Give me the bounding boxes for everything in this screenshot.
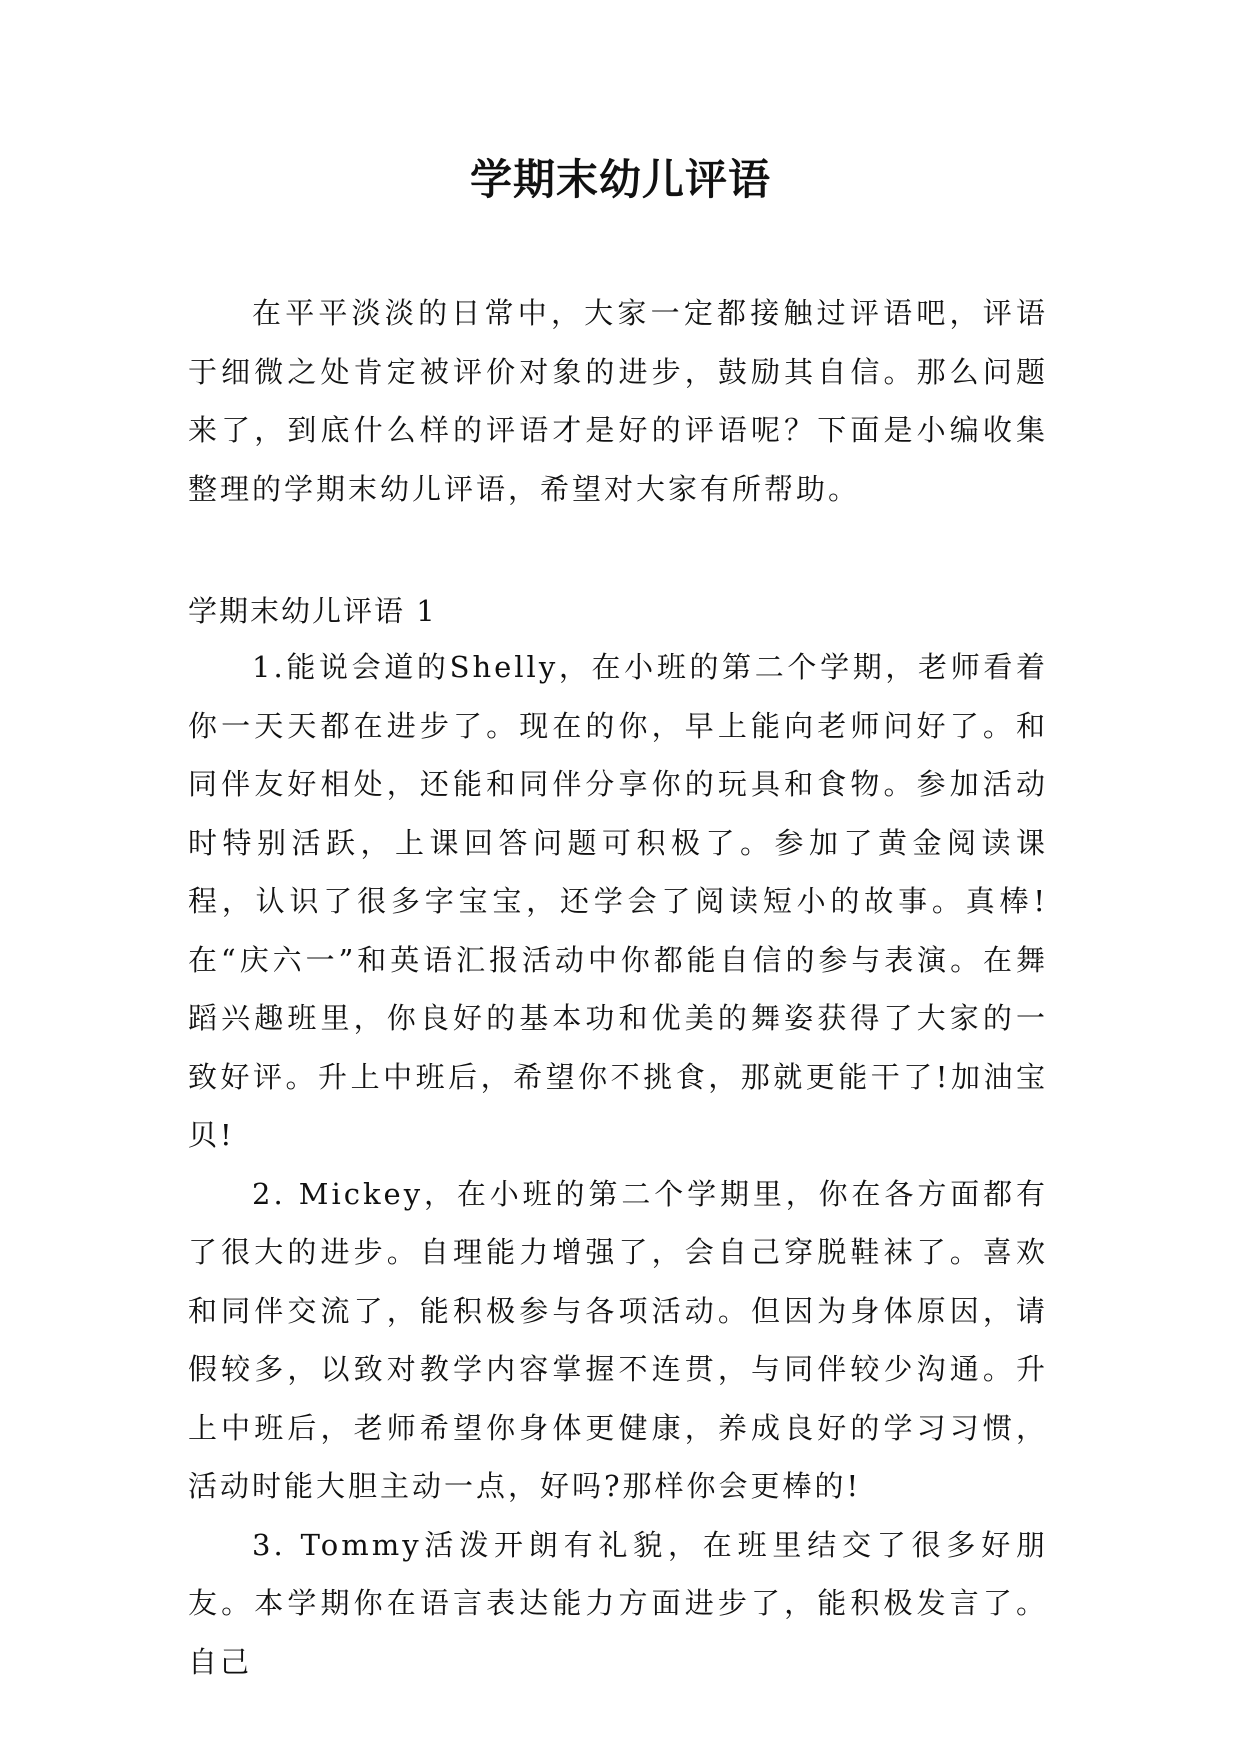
comment-item-3: 3. Tommy活泼开朗有礼貌，在班里结交了很多好朋友。本学期你在语言表达能力方面进步了，能积极发言了。自己 <box>188 1527 1048 1679</box>
section-heading: 学期末幼儿评语 1 <box>188 594 437 628</box>
intro-paragraph: 在平平淡淡的日常中，大家一定都接触过评语吧，评语于细微之处肯定被评价对象的进步，鼓励其自信。那么问题来了，到底什么样的评语才是好的评语呢？下面是小编收集整理的学期末幼儿评语，希望对大家有所帮助。 <box>188 296 1048 506</box>
document-title: 学期末幼儿评语 <box>469 155 771 204</box>
comment-list <box>188 638 1048 1691</box>
comment-item-1: 1.能说会道的Shelly，在小班的第二个学期，老师看着你一天天都在进步了。现在的你，早上能向老师问好了。和同伴友好相处，还能和同伴分享你的玩具和食物。参加活动时特别活跃，上课回答问题可积极了。参加了黄金阅读课程，认识了很多字宝宝，还学会了阅读短小的故事。真棒!在“庆六一”和英语汇报活动中你都能自信的参与表演。在舞蹈兴趣班里，你良好的基本功和优美的舞姿获得了大家的一致好评。升上中班后，希望你不挑食，那就更能干了!加油宝贝! <box>188 650 1048 1152</box>
comment-item-2: 2. Mickey，在小班的第二个学期里，你在各方面都有了很大的进步。自理能力增强了，会自己穿脱鞋袜了。喜欢和同伴交流了，能积极参与各项活动。但因为身体原因，请假较多，以致对教学内容掌握不连贯，与同伴较少沟通。升上中班后，老师希望你身体更健康，养成良好的学习习惯，活动时能大胆主动一点，好吗?那样你会更棒的! <box>188 1176 1048 1503</box>
